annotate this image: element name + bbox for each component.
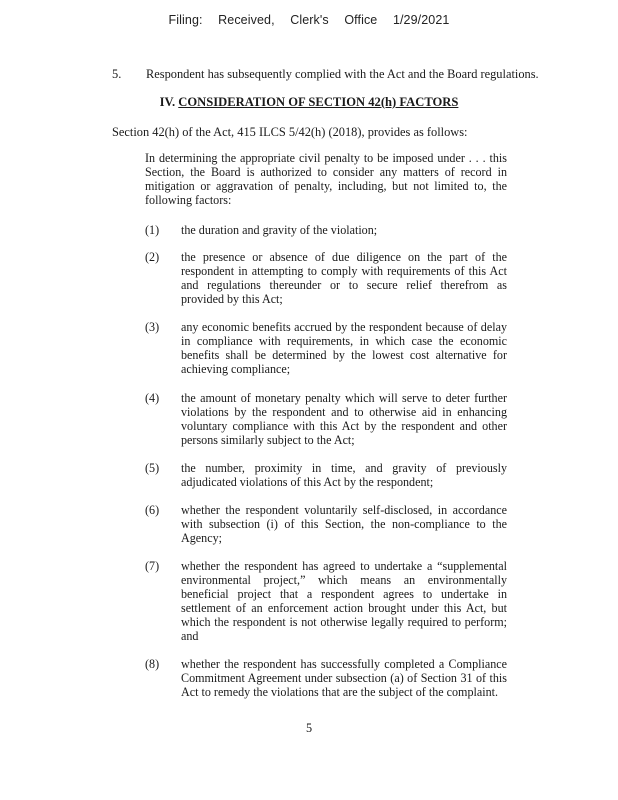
- header-office: Office: [344, 13, 378, 27]
- factor-number: (5): [145, 461, 160, 475]
- item-5-text: Respondent has subsequently complied with the Act and the Board regulations.: [146, 67, 539, 81]
- factor-number: (1): [145, 223, 160, 237]
- header-date: 1/29/2021: [392, 13, 450, 27]
- item-5-number: 5.: [112, 67, 122, 81]
- factor-number: (6): [145, 503, 160, 517]
- page-number: 5: [305, 721, 313, 735]
- factor-number: (4): [145, 391, 160, 405]
- header-received: Received,: [218, 13, 275, 27]
- factor-number: (2): [145, 250, 160, 264]
- factor-number: (3): [145, 320, 160, 334]
- factor-text: whether the respondent has agreed to undertake a “supplemental environmental project,” which means an environmentally beneficial project that a respondent agrees to undertake in settlement of an enforcement action brought under this Act, but which the respondent is not otherwise legally required to perform; and: [181, 559, 507, 643]
- factor-number: (7): [145, 559, 160, 573]
- section-numeral: IV.: [159, 95, 176, 109]
- section-title: CONSIDERATION OF SECTION 42(h) FACTORS: [178, 95, 459, 109]
- factor-text: the presence or absence of due diligence on the part of the respondent in attempting to comply with requirements of this Act and regulations thereunder or to secure relief therefrom as provided by this Act;: [181, 250, 507, 306]
- filing-stamp-header: [0, 13, 618, 27]
- factor-text: whether the respondent voluntarily self-disclosed, in accordance with subsection (i) of this Section, the non-compliance to the Agency;: [181, 503, 507, 545]
- factor-text: whether the respondent has successfully completed a Compliance Commitment Agreement under subsection (a) of Section 31 of this Act to remedy the violations that are the subject of the complaint.: [181, 657, 507, 699]
- section-heading: [0, 95, 618, 110]
- statute-quote-lead: In determining the appropriate civil penalty to be imposed under . . . this Section, the Board is authorized to consider any matters of record in mitigation or aggravation of penalty, including, but not limited to, the following factors:: [145, 151, 507, 207]
- factor-text: the duration and gravity of the violation;: [181, 223, 378, 237]
- intro-paragraph: Section 42(h) of the Act, 415 ILCS 5/42(h) (2018), provides as follows:: [112, 125, 468, 139]
- factor-text: the amount of monetary penalty which will serve to deter further violations by the respondent and to otherwise aid in enhancing voluntary compliance with this Act by the respondent and other persons similarly subject to the Act;: [181, 391, 507, 447]
- header-clerks: Clerk's: [290, 13, 329, 27]
- factor-text: the number, proximity in time, and gravity of previously adjudicated violations of this Act by the respondent;: [181, 461, 507, 489]
- header-filing: Filing:: [168, 13, 203, 27]
- factor-number: (8): [145, 657, 160, 671]
- factor-text: any economic benefits accrued by the respondent because of delay in compliance with requirements, in which case the economic benefits shall be determined by the lowest cost alternative for achieving compliance;: [181, 320, 507, 376]
